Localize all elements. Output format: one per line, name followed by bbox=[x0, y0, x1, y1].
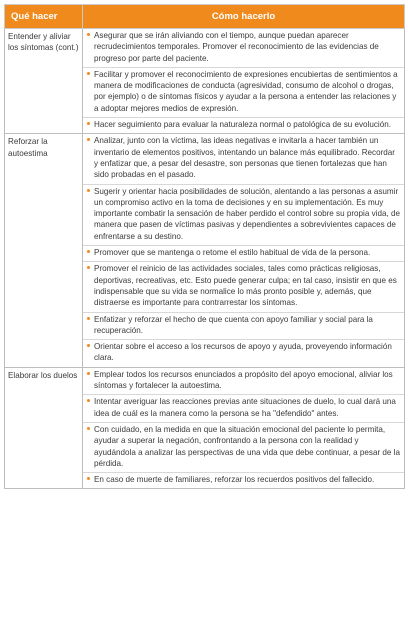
table-row bbox=[5, 134, 405, 367]
list-item bbox=[83, 473, 404, 488]
item-text: Analizar, junto con la víctima, las ideas negativas e invitarla a hacer también un inventario de elementos positivos, intentando un balance más equilibrado. Recordar y enfatizar que, a pesar del desastre, son personas que tienen fortalezas que han sido probadas en el pasado. bbox=[94, 136, 396, 180]
bullet-icon bbox=[87, 344, 90, 347]
bullet-icon bbox=[87, 266, 90, 269]
item-text: Orientar sobre el acceso a los recursos de apoyo y ayuda, proveyendo información clara. bbox=[94, 342, 392, 363]
bullet-icon bbox=[87, 122, 90, 125]
row-topic: Reforzar la autoestima bbox=[5, 134, 83, 367]
item-text: Asegurar que se irán aliviando con el tiempo, aunque puedan aparecer recrudecimientos temporales. Promover el reconocimiento de las evidencias de progreso por parte del paciente. bbox=[94, 31, 379, 63]
list-item bbox=[83, 313, 404, 341]
list-item bbox=[83, 118, 404, 133]
header-como-hacerlo: Cómo hacerlo bbox=[83, 5, 405, 29]
item-text: Intentar averiguar las reacciones previas ante situaciones de duelo, lo cual dará una idea de cuál es la manera como la persona se ha "defendido" antes. bbox=[94, 397, 396, 418]
item-text: Con cuidado, en la medida en que la situación emocional del paciente lo permita, ayudar a superar la negación, confrontando a la persona con la realidad y ayudándola a analizar las perspectivas de una vida que debe continuar, a pesar de la pérdida. bbox=[94, 424, 400, 468]
list-item bbox=[83, 340, 404, 367]
row-items bbox=[83, 367, 405, 489]
item-text: Promover el reinicio de las actividades sociales, tales como prácticas religiosas, deportivas, recreativas, etc. Esto puede generar culpa; en tal caso, insistir en que es indispensable que su vida se normalice lo más pronto posible y, además, que distraerse es importante para contrarrestar los síntomas. bbox=[94, 264, 397, 308]
row-items bbox=[83, 29, 405, 134]
item-text: Hacer seguimiento para evaluar la naturaleza normal o patológica de su evolución. bbox=[94, 120, 391, 130]
bullet-icon bbox=[87, 72, 90, 75]
list-item bbox=[83, 68, 404, 118]
list-item bbox=[83, 368, 404, 396]
row-topic: Entender y aliviar los síntomas (cont.) bbox=[5, 29, 83, 134]
list-item bbox=[83, 262, 404, 312]
list-item bbox=[83, 185, 404, 246]
item-text: Enfatizar y reforzar el hecho de que cuenta con apoyo familiar y social para la recuperación. bbox=[94, 314, 373, 335]
table-header-row bbox=[5, 5, 405, 29]
table-body bbox=[5, 29, 405, 489]
bullet-icon bbox=[87, 477, 90, 480]
guidance-table bbox=[4, 4, 405, 489]
list-item bbox=[83, 395, 404, 423]
bullet-icon bbox=[87, 33, 90, 36]
list-item bbox=[83, 29, 404, 68]
item-text: En caso de muerte de familiares, reforzar los recuerdos positivos del fallecido. bbox=[94, 475, 375, 485]
table-row bbox=[5, 29, 405, 134]
item-text: Promover que se mantenga o retome el estilo habitual de vida de la persona. bbox=[94, 248, 371, 258]
row-topic: Elaborar los duelos bbox=[5, 367, 83, 489]
bullet-icon bbox=[87, 399, 90, 402]
bullet-icon bbox=[87, 372, 90, 375]
header-que-hacer: Qué hacer bbox=[5, 5, 83, 29]
bullet-icon bbox=[87, 427, 90, 430]
list-item bbox=[83, 423, 404, 473]
table-row bbox=[5, 367, 405, 489]
bullet-icon bbox=[87, 250, 90, 253]
bullet-icon bbox=[87, 317, 90, 320]
bullet-icon bbox=[87, 189, 90, 192]
bullet-icon bbox=[87, 138, 90, 141]
item-text: Sugerir y orientar hacia posibilidades de solución, alentando a las personas a asumir un compromiso activo en la toma de decisiones y en su implementación. Es muy importante combatir la sensación de haber perdido el control sobre su propia vida, de manera que pasen de víctimas pasivas y dependientes a sobrevivientes capaces de enfrentarse a su destino. bbox=[94, 186, 400, 241]
list-item bbox=[83, 246, 404, 262]
list-item bbox=[83, 134, 404, 184]
row-items bbox=[83, 134, 405, 367]
item-text: Emplear todos los recursos enunciados a propósito del apoyo emocional, aliviar los síntomas y fortalecer la autoestima. bbox=[94, 369, 393, 391]
item-text: Facilitar y promover el reconocimiento de expresiones encubiertas de sentimientos a manera de modificaciones de conducta (agresividad, consumo de alcohol o drogas, por ejemplo) o de síntomas físicos y ayudar a la persona a entender las relaciones y a adoptar mejores medios de expresión. bbox=[94, 69, 398, 113]
